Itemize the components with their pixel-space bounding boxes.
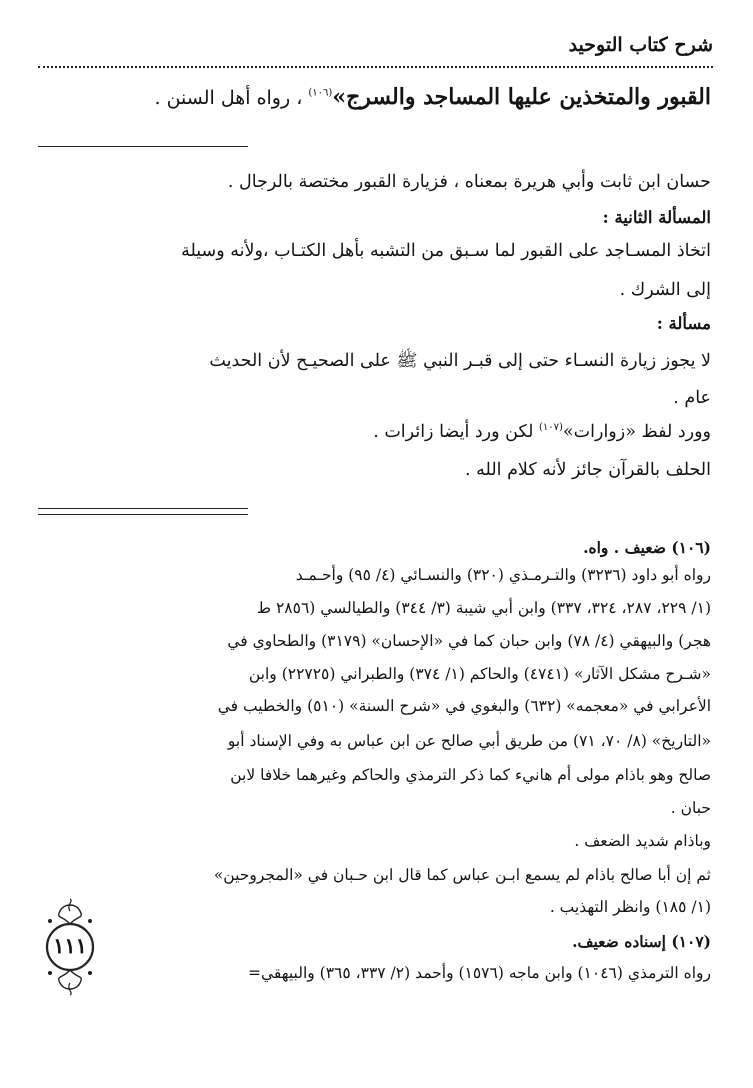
footnote-106-line-3: هجر) والبيهقي (٤/ ٧٨) وابن حبان كما في «الإحسان» (٣١٧٩) والطحاوي في <box>227 632 711 650</box>
footnote-106-line-10: ثم إن أبا صالح باذام لم يسمع ابـن عباس كما قال ابن حـبان في «المجروحين» <box>213 866 711 884</box>
body-line-5: عام . <box>673 388 711 408</box>
footnote-106-line-9: وباذام شديد الضعف . <box>574 832 711 850</box>
heading-second-issue: المسألة الثانية : <box>602 208 711 227</box>
body-line-6-start: وورد لفظ «زوارات» <box>562 422 711 442</box>
footnote-ref-107[interactable]: (١٠٧) <box>539 422 563 434</box>
footnote-separator-bottom <box>38 514 248 515</box>
page-number: ١١١ <box>53 933 87 958</box>
footnote-107-heading: (١٠٧) إسناده ضعيف. <box>572 932 711 951</box>
footnote-ref-106[interactable]: (١٠٦) <box>308 87 333 99</box>
footnote-106-line-2: (١/ ٢٢٩، ٢٨٧، ٣٢٤، ٣٣٧) وابن أبي شيبة (٣/ ٣٤٤) والطيالسي (٢٨٥٦ ط <box>256 599 711 617</box>
header-dotted-rule <box>38 66 713 68</box>
footnote-106-line-11: (١/ ١٨٥) وانظر التهذيب . <box>549 898 711 916</box>
footnote-106-line-4: «شـرح مشكل الآثار» (٤٧٤١) والحاكم (١/ ٣٧٤) والطبراني (٢٢٧٢٥) وابن <box>248 665 711 683</box>
footnote-106-line-5: الأعرابي في «معجمه» (٦٣٢) والبغوي في «شرح السنة» (٥١٠) والخطيب في <box>217 697 711 715</box>
footnote-106-line-8: حبان . <box>670 799 711 817</box>
footnote-107-line-1: رواه الترمذي (١٠٤٦) وابن ماجه (١٥٧٦) وأحمد (٢/ ٣٣٧، ٣٦٥) والبيهقي= <box>247 964 711 982</box>
body-line-4: لا يجوز زيارة النسـاء حتى إلى قبـر النبي ﷺ على الصحيـح لأن الحديث <box>209 351 711 371</box>
body-line-6 <box>373 422 711 442</box>
lead-text: القبور والمتخذين عليها المساجد والسرج» <box>332 84 711 110</box>
section-divider <box>38 146 248 147</box>
lead-hadith-line <box>155 84 711 110</box>
body-line-3: إلى الشرك . <box>619 280 711 300</box>
footnote-106-heading: (١٠٦) ضعيف . واه. <box>583 538 711 557</box>
footnote-106-line-7: صالح وهو باذام مولى أم هانيء كما ذكر الترمذي والحاكم وغيرهما خلافا لابن <box>230 766 711 784</box>
footnote-106-line-1: رواه أبو داود (٣٢٣٦) والتـرمـذي (٣٢٠) والنسـائي (٤/ ٩٥) وأحـمـد <box>295 566 711 584</box>
footnote-106-line-6: «التاريخ» (٨/ ٧٠، ٧١) من طريق أبي صالح عن ابن عباس به وفي الإسناد أبو <box>227 732 711 750</box>
heading-issue: مسألة : <box>656 314 711 333</box>
body-line-1: حسان ابن ثابت وأبي هريرة بمعناه ، فزيارة القبور مختصة بالرجال . <box>227 172 711 192</box>
lead-tail: ، رواه أهل السنن . <box>154 87 309 109</box>
body-line-2: اتخاذ المسـاجد على القبور لما سـبق من التشبه بأهل الكتـاب ،ولأنه وسيلة <box>181 241 711 261</box>
body-line-7: الحلف بالقرآن جائز لأنه كلام الله . <box>465 460 711 480</box>
running-header-title: شرح كتاب التوحيد <box>568 34 713 56</box>
body-line-6-end: لكن ورد أيضا زائرات . <box>373 422 540 442</box>
footnote-separator-top <box>38 508 248 509</box>
